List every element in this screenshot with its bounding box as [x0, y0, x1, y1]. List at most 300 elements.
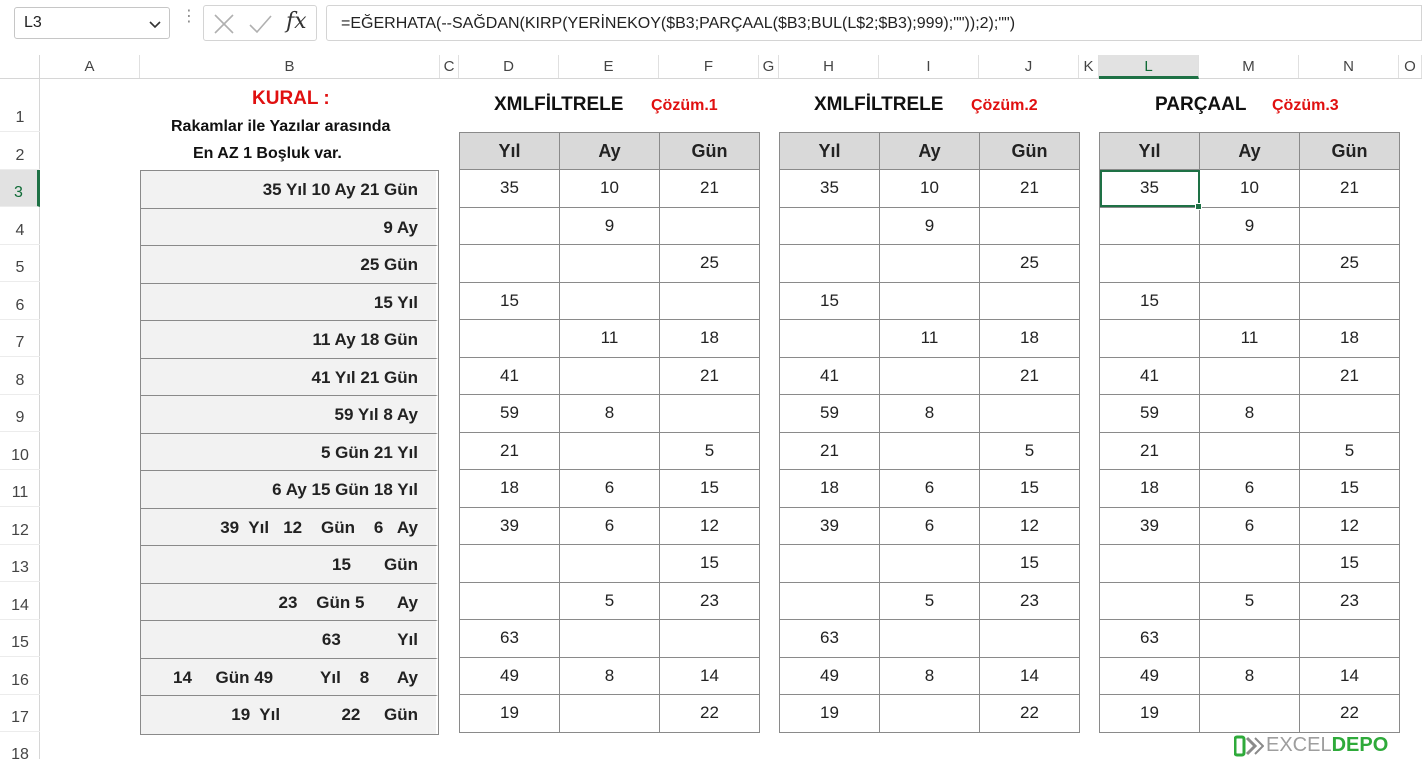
- row-number: 18: [11, 746, 29, 759]
- result-cell[interactable]: 19: [1100, 695, 1200, 733]
- result-cell[interactable]: 15: [980, 545, 1080, 583]
- source-cell[interactable]: [141, 659, 438, 697]
- table-row: [780, 170, 1080, 208]
- result-cell[interactable]: 49: [460, 657, 560, 695]
- result-cell[interactable]: 6: [880, 507, 980, 545]
- result-cell[interactable]: 21: [980, 170, 1080, 208]
- result-cell[interactable]: 18: [980, 320, 1080, 358]
- table-row: [460, 470, 760, 508]
- table-row: [780, 695, 1080, 733]
- watermark-text: [1266, 734, 1388, 757]
- row-header-14[interactable]: [0, 582, 40, 620]
- select-all-corner[interactable]: [0, 55, 40, 78]
- result-cell[interactable]: [660, 395, 760, 433]
- column-header-c[interactable]: C: [440, 55, 459, 78]
- result-cell[interactable]: 21: [660, 170, 760, 208]
- source-cell[interactable]: [141, 434, 438, 472]
- result-cell[interactable]: [1200, 432, 1300, 470]
- table-row: [460, 207, 760, 245]
- source-cell-text: 41 Yıl 21 Gün: [311, 367, 418, 387]
- row-number: 3: [14, 184, 23, 201]
- result-cell[interactable]: [780, 245, 880, 283]
- column-heading[interactable]: Ay: [1200, 133, 1300, 170]
- table-row: [1100, 170, 1400, 208]
- result-cell[interactable]: 35: [1100, 170, 1200, 208]
- solution-2-title: XMLFİLTRELE: [814, 94, 944, 115]
- result-cell[interactable]: [880, 695, 980, 733]
- source-cell-text: 63 Yıl: [321, 630, 418, 649]
- solution-3-label: Çözüm.3: [1272, 97, 1339, 114]
- table-row: [460, 695, 760, 733]
- source-cell[interactable]: [141, 696, 438, 734]
- row-header-1[interactable]: [0, 79, 40, 132]
- table-row: [460, 657, 760, 695]
- table-row: [460, 395, 760, 433]
- result-cell[interactable]: [1200, 620, 1300, 658]
- result-cell[interactable]: [1200, 282, 1300, 320]
- result-cell[interactable]: [460, 545, 560, 583]
- column-header-o[interactable]: O: [1399, 55, 1422, 78]
- result-cell[interactable]: [1200, 245, 1300, 283]
- column-heading[interactable]: Gün: [980, 133, 1080, 170]
- table-row: [1100, 245, 1400, 283]
- result-cell[interactable]: 49: [780, 657, 880, 695]
- result-table-3: [1099, 132, 1400, 733]
- result-cell[interactable]: [880, 245, 980, 283]
- row-number: 14: [11, 597, 29, 614]
- row-number: 6: [15, 297, 25, 314]
- column-header-n[interactable]: N: [1299, 55, 1399, 78]
- row-header-13[interactable]: [0, 545, 40, 582]
- result-cell[interactable]: 21: [1100, 432, 1200, 470]
- source-cell-text: 11 Ay 18 Gün: [312, 330, 418, 349]
- result-cell[interactable]: [880, 282, 980, 320]
- result-cell[interactable]: [980, 282, 1080, 320]
- result-cell[interactable]: 19: [460, 695, 560, 733]
- table-row: [460, 545, 760, 583]
- rule-line-2: En AZ 1 Boşluk var.: [193, 145, 342, 162]
- result-cell[interactable]: 39: [780, 507, 880, 545]
- result-cell[interactable]: [1200, 695, 1300, 733]
- result-cell[interactable]: 41: [460, 357, 560, 395]
- result-cell[interactable]: 18: [780, 470, 880, 508]
- row-header-18[interactable]: [0, 732, 40, 759]
- result-cell[interactable]: 15: [660, 470, 760, 508]
- result-cell[interactable]: 19: [780, 695, 880, 733]
- table-row: [460, 582, 760, 620]
- column-header-e[interactable]: E: [559, 55, 659, 78]
- formula-bar: [0, 0, 1422, 50]
- table-row: [780, 207, 1080, 245]
- column-header-h[interactable]: H: [779, 55, 879, 78]
- row-number: 8: [15, 372, 25, 389]
- result-cell[interactable]: 15: [660, 545, 760, 583]
- result-cell[interactable]: 59: [460, 395, 560, 433]
- cancel-icon[interactable]: [212, 12, 236, 36]
- result-cell[interactable]: 21: [660, 357, 760, 395]
- result-cell[interactable]: 10: [880, 170, 980, 208]
- source-cell-text: 15 Yıl: [373, 292, 418, 312]
- result-table-2: [779, 132, 1080, 733]
- result-cell[interactable]: [1300, 207, 1400, 245]
- table-row: [780, 320, 1080, 358]
- result-cell[interactable]: [1100, 582, 1200, 620]
- table-row: [460, 282, 760, 320]
- row-number: 13: [11, 559, 29, 576]
- name-box-value: L3: [24, 14, 42, 31]
- table-row: [1100, 582, 1400, 620]
- result-cell[interactable]: 18: [460, 470, 560, 508]
- result-cell[interactable]: [1100, 245, 1200, 283]
- row-header-7[interactable]: [0, 320, 40, 357]
- row-header-5[interactable]: [0, 245, 40, 282]
- result-cell[interactable]: [560, 620, 660, 658]
- result-cell[interactable]: 5: [980, 432, 1080, 470]
- result-cell[interactable]: [780, 320, 880, 358]
- row-header-3[interactable]: [0, 170, 40, 207]
- result-cell[interactable]: 11: [560, 320, 660, 358]
- name-box[interactable]: [14, 7, 170, 39]
- row-header-15[interactable]: [0, 620, 40, 657]
- table-row: [1100, 620, 1400, 658]
- row-header-8[interactable]: [0, 357, 40, 395]
- result-cell[interactable]: 39: [460, 507, 560, 545]
- result-cell[interactable]: 63: [1100, 620, 1200, 658]
- result-cell[interactable]: 10: [560, 170, 660, 208]
- row-header-column: [0, 79, 40, 759]
- table-header-row: [1100, 133, 1400, 170]
- result-cell[interactable]: [880, 432, 980, 470]
- result-cell[interactable]: [560, 245, 660, 283]
- source-cell[interactable]: [141, 284, 438, 322]
- result-cell[interactable]: 25: [1300, 245, 1400, 283]
- result-cell[interactable]: [980, 207, 1080, 245]
- result-cell[interactable]: [660, 207, 760, 245]
- result-cell[interactable]: 25: [660, 245, 760, 283]
- result-cell[interactable]: [980, 620, 1080, 658]
- result-cell[interactable]: [880, 545, 980, 583]
- result-cell[interactable]: [660, 282, 760, 320]
- result-cell[interactable]: [460, 207, 560, 245]
- table-row: [1100, 507, 1400, 545]
- result-cell[interactable]: 21: [460, 432, 560, 470]
- table-row: [780, 245, 1080, 283]
- result-cell[interactable]: 21: [980, 357, 1080, 395]
- table-row: [460, 620, 760, 658]
- row-number: 1: [15, 109, 25, 126]
- column-heading[interactable]: Gün: [1300, 133, 1400, 170]
- column-heading[interactable]: Yıl: [460, 133, 560, 170]
- source-cell-text: 9 Ay: [383, 217, 418, 237]
- result-cell[interactable]: 6: [880, 470, 980, 508]
- source-cell-text: 15 Gün: [332, 555, 418, 574]
- column-header-f[interactable]: F: [659, 55, 759, 78]
- result-cell[interactable]: [460, 320, 560, 358]
- table-row: [1100, 320, 1400, 358]
- result-cell[interactable]: [560, 545, 660, 583]
- result-cell[interactable]: 22: [1300, 695, 1400, 733]
- result-cell[interactable]: 23: [660, 582, 760, 620]
- result-cell[interactable]: 8: [1200, 657, 1300, 695]
- result-cell[interactable]: 21: [780, 432, 880, 470]
- table-row: [1100, 545, 1400, 583]
- result-cell[interactable]: [560, 432, 660, 470]
- result-cell[interactable]: 5: [560, 582, 660, 620]
- source-cell[interactable]: [141, 171, 438, 209]
- result-cell[interactable]: [660, 620, 760, 658]
- result-cell[interactable]: 11: [880, 320, 980, 358]
- source-cell[interactable]: [141, 621, 438, 659]
- source-cell[interactable]: [141, 209, 438, 247]
- table-row: [780, 657, 1080, 695]
- row-header-6[interactable]: [0, 282, 40, 320]
- result-cell[interactable]: 14: [1300, 657, 1400, 695]
- source-cell[interactable]: [141, 584, 438, 622]
- result-cell[interactable]: [560, 357, 660, 395]
- row-number: 15: [11, 634, 29, 651]
- column-header-l[interactable]: L: [1099, 55, 1199, 79]
- result-cell[interactable]: 12: [1300, 507, 1400, 545]
- result-cell[interactable]: [460, 245, 560, 283]
- result-cell[interactable]: 15: [1300, 545, 1400, 583]
- row-number: 17: [11, 709, 29, 726]
- result-cell[interactable]: [1100, 207, 1200, 245]
- source-cell[interactable]: [141, 359, 438, 397]
- row-header-16[interactable]: [0, 657, 40, 695]
- source-cell[interactable]: [141, 396, 438, 434]
- result-cell[interactable]: 35: [460, 170, 560, 208]
- column-heading[interactable]: Ay: [560, 133, 660, 170]
- source-cell-text: 35 Yıl 10 Ay 21 Gün: [262, 180, 418, 199]
- table-row: [780, 470, 1080, 508]
- result-cell[interactable]: [560, 695, 660, 733]
- result-cell[interactable]: 15: [1300, 470, 1400, 508]
- source-cell-text: 39 Yıl 12 Gün 6 Ay: [220, 517, 418, 537]
- result-cell[interactable]: 15: [460, 282, 560, 320]
- result-cell[interactable]: 8: [560, 657, 660, 695]
- result-cell[interactable]: [1300, 620, 1400, 658]
- column-heading[interactable]: Ay: [880, 133, 980, 170]
- table-row: [460, 432, 760, 470]
- row-header-2[interactable]: [0, 132, 40, 170]
- result-cell[interactable]: [1100, 545, 1200, 583]
- row-number: 12: [11, 522, 29, 539]
- result-cell[interactable]: 12: [980, 507, 1080, 545]
- column-header-d[interactable]: D: [459, 55, 559, 78]
- result-cell[interactable]: 15: [780, 282, 880, 320]
- table-row: [1100, 282, 1400, 320]
- result-cell[interactable]: 8: [1200, 395, 1300, 433]
- result-cell[interactable]: [1200, 545, 1300, 583]
- result-cell[interactable]: [1200, 357, 1300, 395]
- result-cell[interactable]: 6: [560, 507, 660, 545]
- table-header-row: [780, 133, 1080, 170]
- result-cell[interactable]: 35: [780, 170, 880, 208]
- source-cell[interactable]: [141, 546, 438, 584]
- formula-buttons: [203, 5, 317, 41]
- result-cell[interactable]: 15: [980, 470, 1080, 508]
- column-header-j[interactable]: J: [979, 55, 1079, 78]
- column-header-i[interactable]: I: [879, 55, 979, 78]
- result-cell[interactable]: 63: [780, 620, 880, 658]
- source-cell[interactable]: [141, 471, 438, 509]
- result-cell[interactable]: 11: [1200, 320, 1300, 358]
- excel-depo-logo-icon: [1234, 734, 1264, 758]
- row-number: 10: [11, 447, 29, 464]
- result-cell[interactable]: 18: [660, 320, 760, 358]
- row-header-17[interactable]: [0, 695, 40, 732]
- row-header-10[interactable]: [0, 432, 40, 470]
- result-cell[interactable]: 14: [660, 657, 760, 695]
- result-cell[interactable]: 41: [780, 357, 880, 395]
- result-cell[interactable]: 22: [980, 695, 1080, 733]
- source-list: [140, 170, 439, 735]
- source-cell[interactable]: [141, 246, 438, 284]
- row-number: 7: [15, 334, 25, 351]
- column-header-b[interactable]: B: [140, 55, 440, 78]
- result-cell[interactable]: 5: [1300, 432, 1400, 470]
- table-row: [460, 357, 760, 395]
- table-row: [780, 282, 1080, 320]
- table-row: [780, 545, 1080, 583]
- row-number: 11: [11, 484, 29, 501]
- result-cell[interactable]: 41: [1100, 357, 1200, 395]
- result-cell[interactable]: 10: [1200, 170, 1300, 208]
- result-cell[interactable]: 9: [560, 207, 660, 245]
- column-heading[interactable]: Gün: [660, 133, 760, 170]
- result-cell[interactable]: 18: [1100, 470, 1200, 508]
- enter-check-icon[interactable]: [248, 12, 272, 36]
- result-cell[interactable]: [780, 207, 880, 245]
- result-cell[interactable]: 6: [560, 470, 660, 508]
- result-cell[interactable]: 5: [1200, 582, 1300, 620]
- result-cell[interactable]: 15: [1100, 282, 1200, 320]
- column-heading[interactable]: Yıl: [1100, 133, 1200, 170]
- table-header-row: [460, 133, 760, 170]
- result-cell[interactable]: 21: [1300, 357, 1400, 395]
- solution-3-title: PARÇAAL: [1155, 94, 1247, 115]
- result-cell[interactable]: 14: [980, 657, 1080, 695]
- result-table-1: [459, 132, 760, 733]
- watermark-part-2: DEPO: [1331, 734, 1389, 756]
- row-header-4[interactable]: [0, 207, 40, 245]
- source-cell-text: 5 Gün 21 Yıl: [320, 442, 418, 462]
- row-number: 2: [15, 147, 25, 164]
- result-cell[interactable]: 9: [1200, 207, 1300, 245]
- solution-2-label: Çözüm.2: [971, 97, 1038, 114]
- column-header-a[interactable]: A: [40, 55, 140, 78]
- table-row: [780, 582, 1080, 620]
- result-cell[interactable]: 25: [980, 245, 1080, 283]
- row-number: 16: [11, 672, 29, 689]
- result-cell[interactable]: 59: [780, 395, 880, 433]
- source-cell[interactable]: [141, 321, 438, 359]
- source-cell-text: 14 Gün 49 Yıl 8 Ay: [172, 667, 418, 687]
- column-header-g[interactable]: G: [759, 55, 779, 78]
- table-row: [1100, 695, 1400, 733]
- result-cell[interactable]: 63: [460, 620, 560, 658]
- result-cell[interactable]: 5: [880, 582, 980, 620]
- table-row: [1100, 432, 1400, 470]
- result-cell[interactable]: 23: [980, 582, 1080, 620]
- row-number: 4: [15, 222, 25, 239]
- more-options-icon[interactable]: ⋮: [181, 8, 197, 25]
- result-cell[interactable]: [1300, 282, 1400, 320]
- result-cell[interactable]: 21: [1300, 170, 1400, 208]
- solution-1-title: XMLFİLTRELE: [494, 94, 624, 115]
- table-row: [780, 395, 1080, 433]
- table-row: [780, 432, 1080, 470]
- result-cell[interactable]: 8: [560, 395, 660, 433]
- row-header-12[interactable]: [0, 507, 40, 545]
- solution-1-label: Çözüm.1: [651, 97, 718, 114]
- table-row: [1100, 357, 1400, 395]
- result-cell[interactable]: 59: [1100, 395, 1200, 433]
- result-cell[interactable]: [880, 620, 980, 658]
- source-cell[interactable]: [141, 509, 438, 547]
- result-cell[interactable]: [880, 357, 980, 395]
- result-cell[interactable]: 5: [660, 432, 760, 470]
- formula-text: =EĞERHATA(--SAĞDAN(KIRP(YERİNEKOY($B3;PARÇAAL($B3;BUL(L$2;$B3);999);""));2);""): [341, 15, 1016, 32]
- table-row: [780, 620, 1080, 658]
- source-cell-text: 6 Ay 15 Gün 18 Yıl: [272, 480, 418, 499]
- result-cell[interactable]: [1300, 395, 1400, 433]
- row-number: 9: [15, 409, 25, 426]
- table-row: [460, 507, 760, 545]
- column-header-k[interactable]: K: [1079, 55, 1099, 78]
- insert-function-icon[interactable]: fx: [286, 9, 307, 34]
- result-cell[interactable]: [1100, 320, 1200, 358]
- column-header-m[interactable]: M: [1199, 55, 1299, 78]
- result-cell[interactable]: 8: [880, 657, 980, 695]
- excel-depo-watermark: [1232, 733, 1422, 759]
- table-row: [1100, 657, 1400, 695]
- result-cell[interactable]: [780, 545, 880, 583]
- result-cell[interactable]: 23: [1300, 582, 1400, 620]
- watermark-part-1: EXCEL: [1266, 734, 1332, 756]
- column-header-row: [0, 55, 1422, 79]
- result-cell[interactable]: 6: [1200, 470, 1300, 508]
- row-header-11[interactable]: [0, 470, 40, 507]
- rule-title: KURAL :: [252, 88, 330, 109]
- rule-line-1: Rakamlar ile Yazılar arasında: [171, 118, 391, 135]
- result-cell[interactable]: 8: [880, 395, 980, 433]
- result-cell[interactable]: [560, 282, 660, 320]
- table-row: [780, 357, 1080, 395]
- result-cell[interactable]: [780, 582, 880, 620]
- column-heading[interactable]: Yıl: [780, 133, 880, 170]
- table-row: [1100, 470, 1400, 508]
- table-row: [460, 320, 760, 358]
- result-cell[interactable]: 6: [1200, 507, 1300, 545]
- source-cell-text: 59 Yıl 8 Ay: [334, 405, 418, 424]
- source-cell-text: 25 Gün: [360, 255, 418, 274]
- chevron-down-icon[interactable]: [147, 16, 163, 32]
- result-cell[interactable]: 22: [660, 695, 760, 733]
- result-cell[interactable]: 39: [1100, 507, 1200, 545]
- formula-input[interactable]: [326, 5, 1422, 41]
- row-header-9[interactable]: [0, 395, 40, 432]
- result-cell[interactable]: 12: [660, 507, 760, 545]
- source-cell-text: 19 Yıl 22 Gün: [231, 705, 418, 724]
- result-cell[interactable]: 9: [880, 207, 980, 245]
- result-cell[interactable]: 18: [1300, 320, 1400, 358]
- result-cell[interactable]: 49: [1100, 657, 1200, 695]
- result-cell[interactable]: [460, 582, 560, 620]
- result-cell[interactable]: [980, 395, 1080, 433]
- fill-handle[interactable]: [1195, 203, 1202, 210]
- table-row: [460, 170, 760, 208]
